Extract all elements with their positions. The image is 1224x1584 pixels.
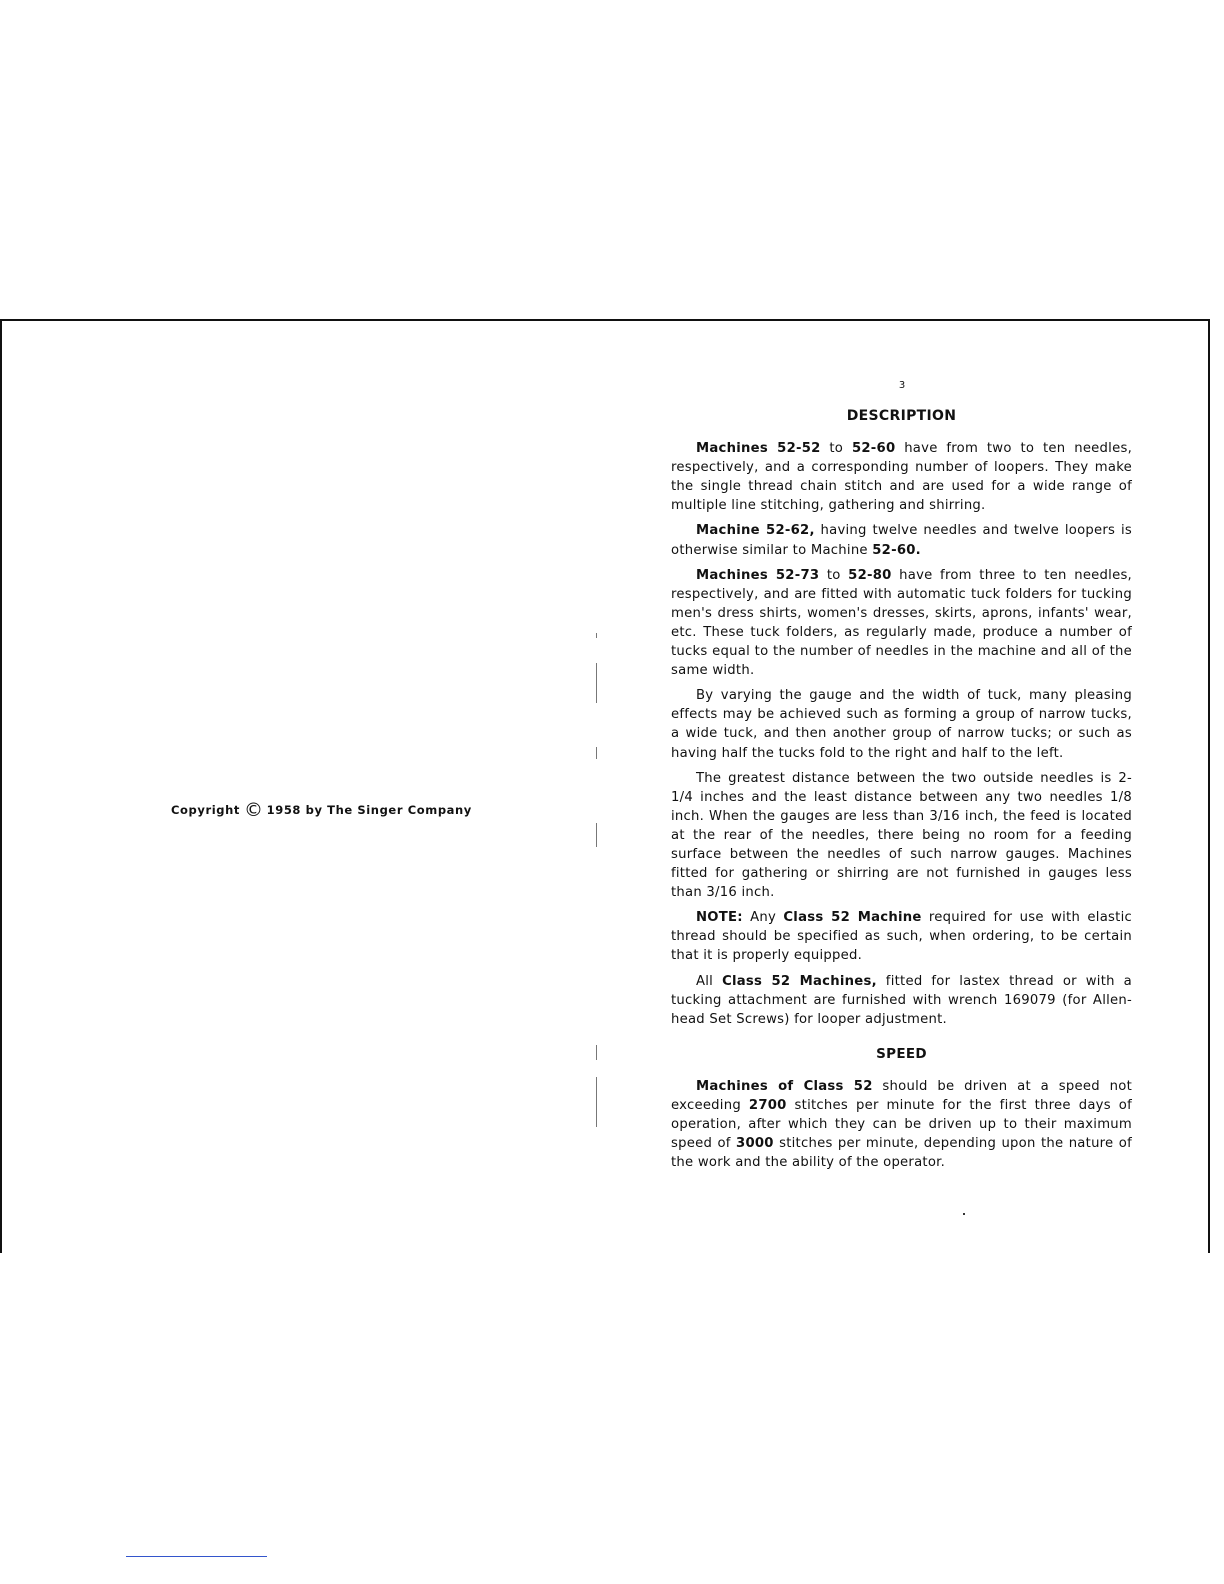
bottom-underline [126,1556,267,1557]
right-page-text [671,407,1132,1178]
copyright-notice [171,799,472,821]
paragraph-gauge-variation: By varying the gauge and the width of tuck, many pleasing effects may be achieved such as forming a group of narrow tucks, a wide tuck, and then another group of narrow tucks; or such as having half the tucks fold to the right and half to the left. [671,688,1132,761]
gutter-mark [596,663,597,703]
paragraph-machines-52-73: Machines 52-73 to 52-80 have from three to ten needles, respectively, and are fitted with automatic tuck folders for tucking men's dress shirts, women's dresses, skirts, aprons, infants' wear, etc. These tuck folders, as regularly made, produce a number of tucks equal to the number of needles in the machine and all of the same width. [671,567,1133,679]
gutter-mark [596,1077,597,1127]
gutter-mark [596,1045,597,1060]
paragraph-note-elastic: NOTE: Any Class 52 Machine required for use with elastic thread should be specified as such, when ordering, to be certain that it is properly equipped. [671,910,1132,964]
gutter-mark [596,633,597,638]
copyright-prefix: Copyright [171,803,240,817]
copyright-symbol-icon: © [244,799,264,821]
gutter-mark [596,823,597,847]
stray-dot [963,1213,965,1215]
paragraph-machines-52-52: Machines 52-52 to 52-60 have from two to ten needles, respectively, and a corresponding number of loopers. They make the single thread chain stitch and are used for a wide range of multiple line stitching, gathering and shirring. [671,441,1133,514]
speed-heading: SPEED [876,1045,927,1062]
gutter-mark [596,747,597,759]
paragraph-class-52-wrench: All Class 52 Machines, fitted for lastex thread or with a tucking attachment are furnished with wrench 169079 (for Allen-head Set Screws) for looper adjustment. [671,973,1133,1027]
paragraph-machine-52-62: Machine 52-62, having twelve needles and twelve loopers is otherwise similar to Machine 52-60. [671,523,1133,558]
paragraph-speed: Machines of Class 52 should be driven at a speed not exceeding 2700 stitches per minute for the first three days of operation, after which they can be driven up to their maximum speed of 3000 stitches per minute, depending upon the nature of the work and the ability of the operator. [671,1078,1132,1171]
copyright-text: 1958 by The Singer Company [266,803,472,817]
page-number: 3 [898,380,906,391]
description-heading: DESCRIPTION [846,408,957,424]
paragraph-needle-distance: The greatest distance between the two outside needles is 2-1/4 inches and the least distance between any two needles 1/8 inch. When the gauges are less than 3/16 inch, the feed is located at the rear of the needles, there being no room for a feeding surface between the needles of such narrow gauges. Machines fitted for gathering or shirring are not furnished in gauges less than 3/16 inch. [671,770,1132,901]
